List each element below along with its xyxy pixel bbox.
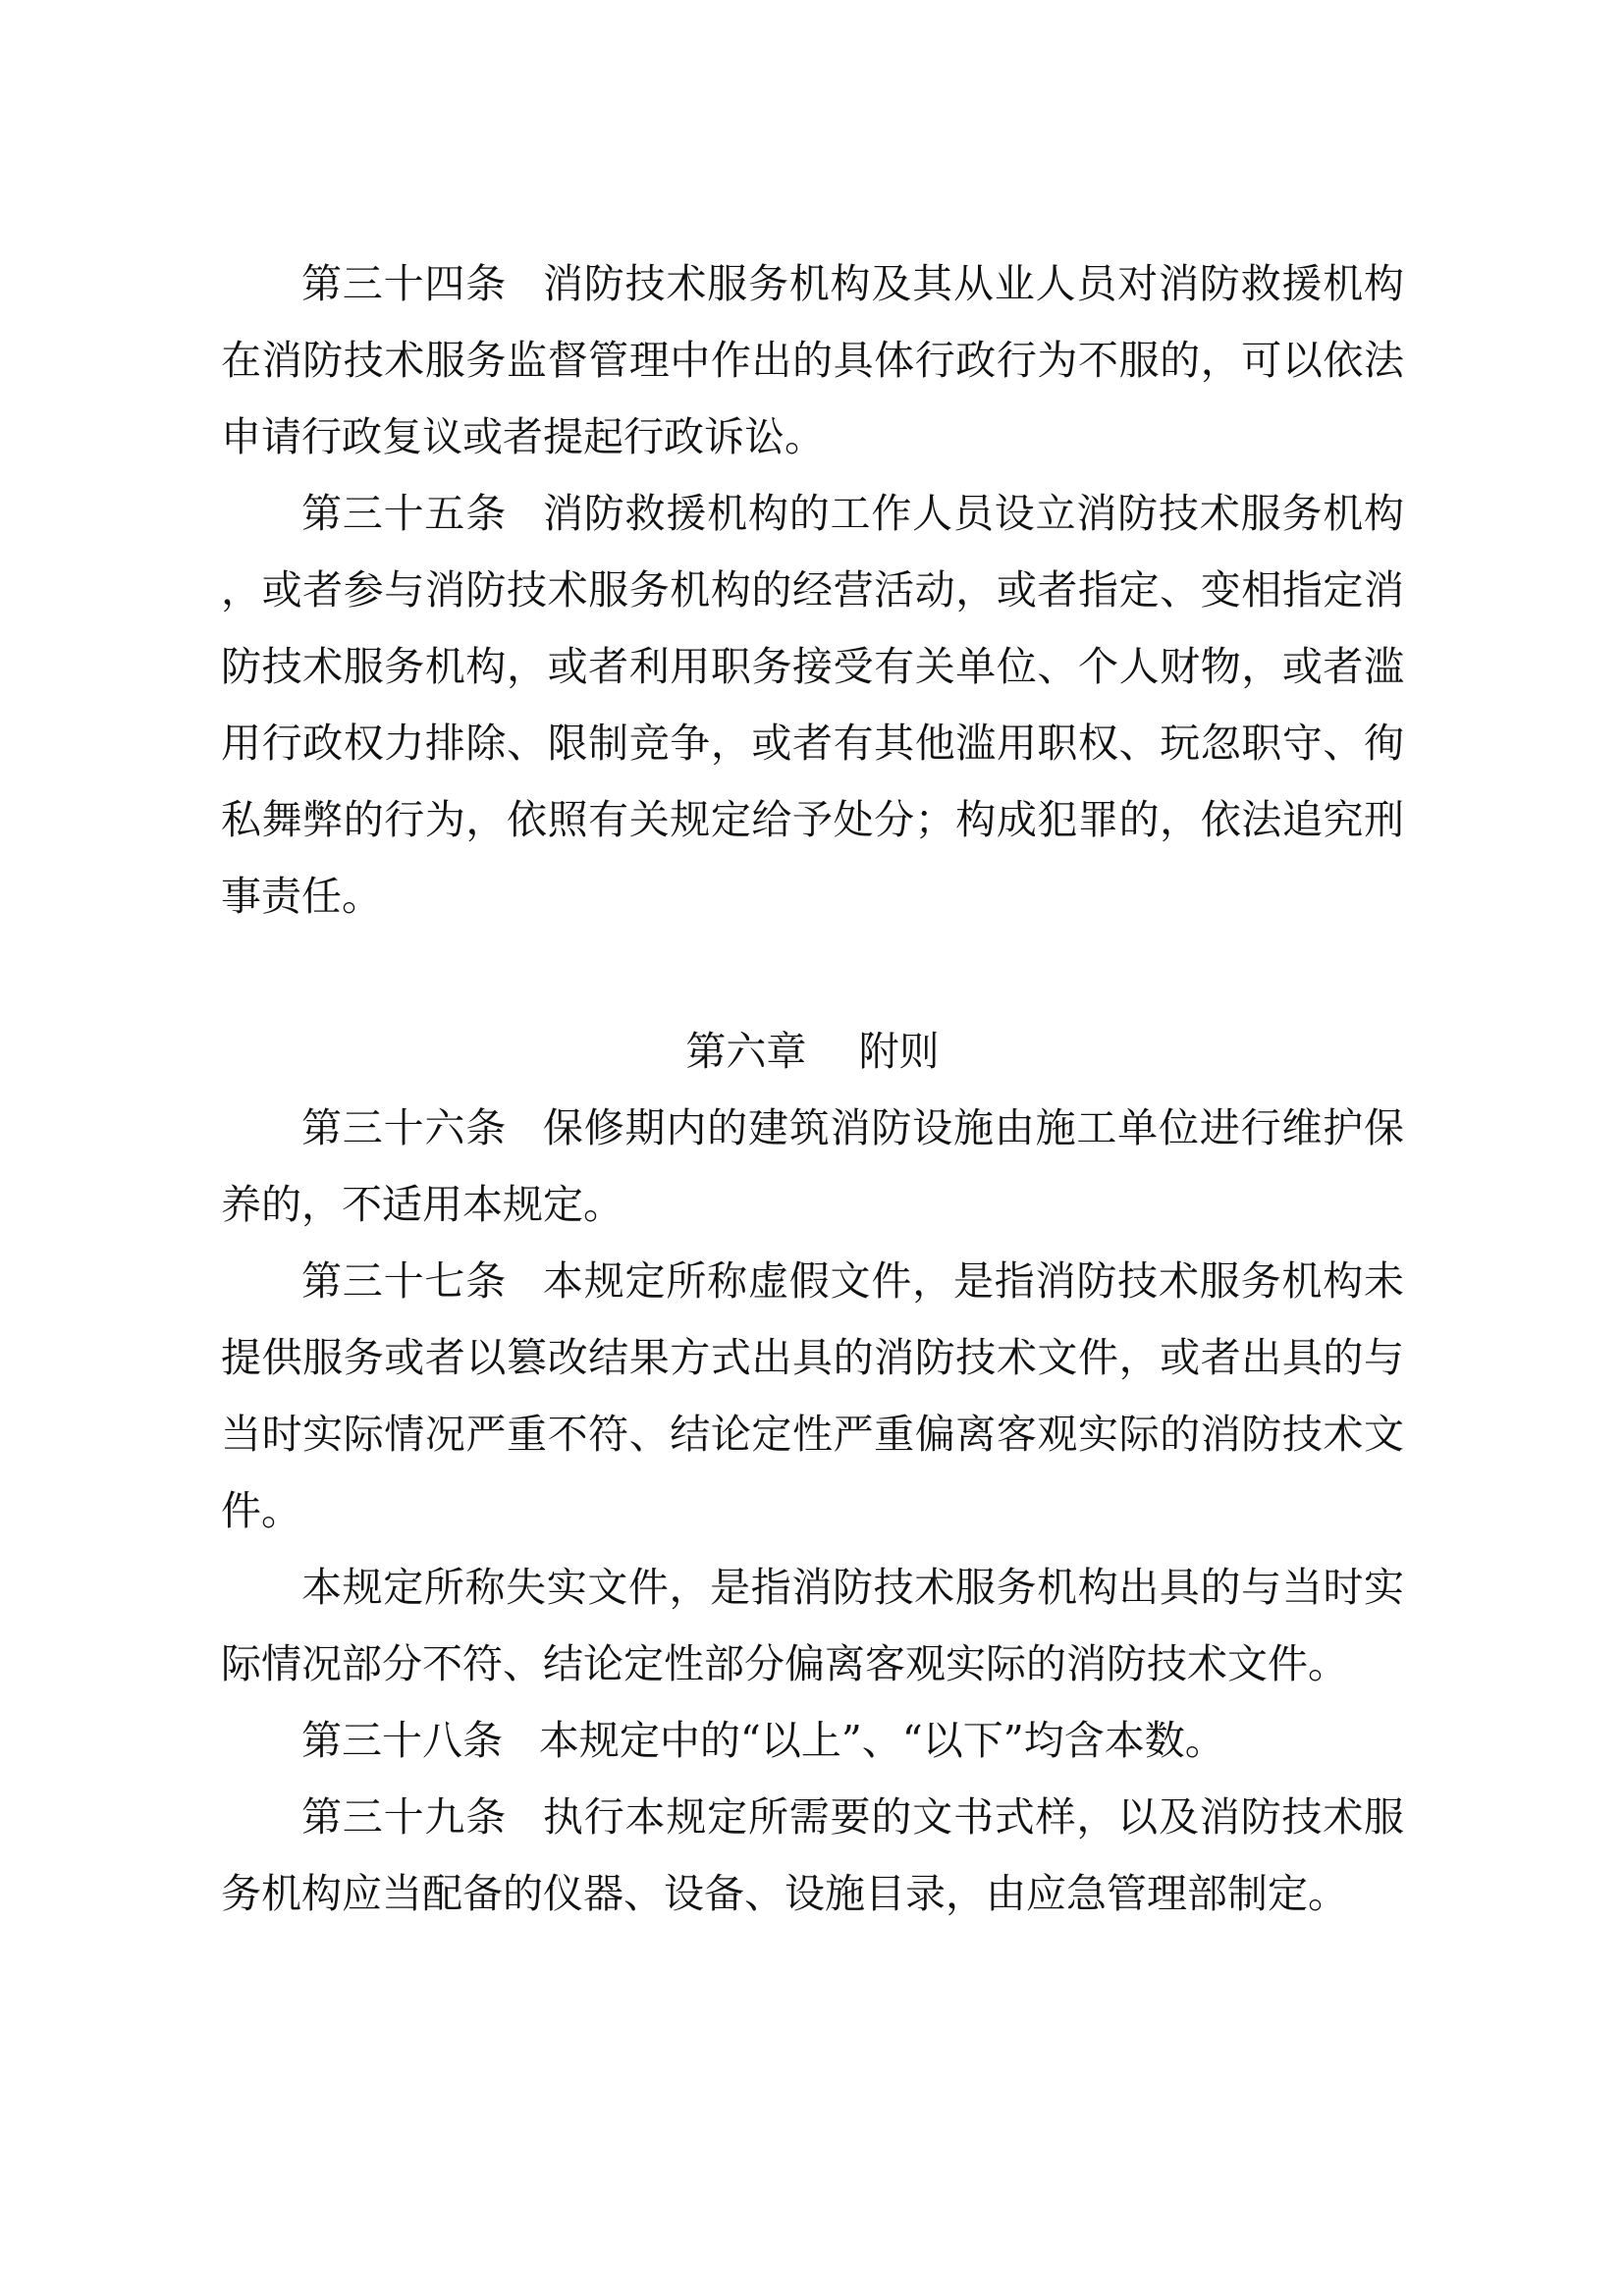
article-text: 消防技术服务机构及其从业人员对消防救援机构在消防技术服务监督管理中作出的具体行政行为不服的，可以依法申请行政复议或者提起行政诉讼。	[221, 260, 1405, 460]
article-text: 本规定所称虚假文件，是指消防技术服务机构未提供服务或者以篡改结果方式出具的消防技术文件，或者出具的与当时实际情况严重不符、结论定性严重偏离客观实际的消防技术文件。	[221, 1257, 1405, 1534]
chapter-title: 附则	[858, 1028, 940, 1075]
article-number: 第三十四条	[301, 260, 508, 307]
article-number: 第三十六条	[301, 1104, 508, 1151]
article-text: 保修期内的建筑消防设施由施工单位进行维护保养的，不适用本规定。	[221, 1104, 1405, 1228]
article-text: 消防救援机构的工作人员设立消防技术服务机构，或者参与消防技术服务机构的经营活动，或者指定、变相指定消防技术服务机构，或者利用职务接受有关单位、个人财物，或者滥用行政权力排除、限制竞争，或者有其他滥用职权、玩忽职守、徇私舞弊的行为，依照有关规定给予处分；构成犯罪的，依法追究刑事责任。	[221, 490, 1405, 920]
article-text: 执行本规定所需要的文书式样，以及消防技术服务机构应当配备的仪器、设备、设施目录，由应急管理部制定。	[221, 1793, 1405, 1917]
article-text: 本规定中的“以上”、“以下”均含本数。	[538, 1717, 1225, 1764]
article-38	[221, 1702, 1404, 1779]
chapter-number: 第六章	[685, 1028, 807, 1075]
section-top	[221, 245, 1404, 934]
chapter-heading	[221, 1013, 1404, 1090]
article-number: 第三十五条	[301, 490, 508, 537]
section-bottom	[221, 1090, 1404, 1932]
article-number: 第三十七条	[301, 1257, 508, 1305]
article-39	[221, 1779, 1404, 1932]
article-35	[221, 475, 1404, 934]
article-text: 本规定所称失实文件，是指消防技术服务机构出具的与当时实际情况部分不符、结论定性部分偏离客观实际的消防技术文件。	[221, 1564, 1404, 1687]
article-37	[221, 1243, 1404, 1549]
article-34	[221, 245, 1404, 475]
article-37-paragraph-2	[221, 1549, 1404, 1702]
article-number: 第三十九条	[301, 1793, 508, 1841]
article-36	[221, 1090, 1404, 1243]
article-number: 第三十八条	[301, 1717, 503, 1764]
